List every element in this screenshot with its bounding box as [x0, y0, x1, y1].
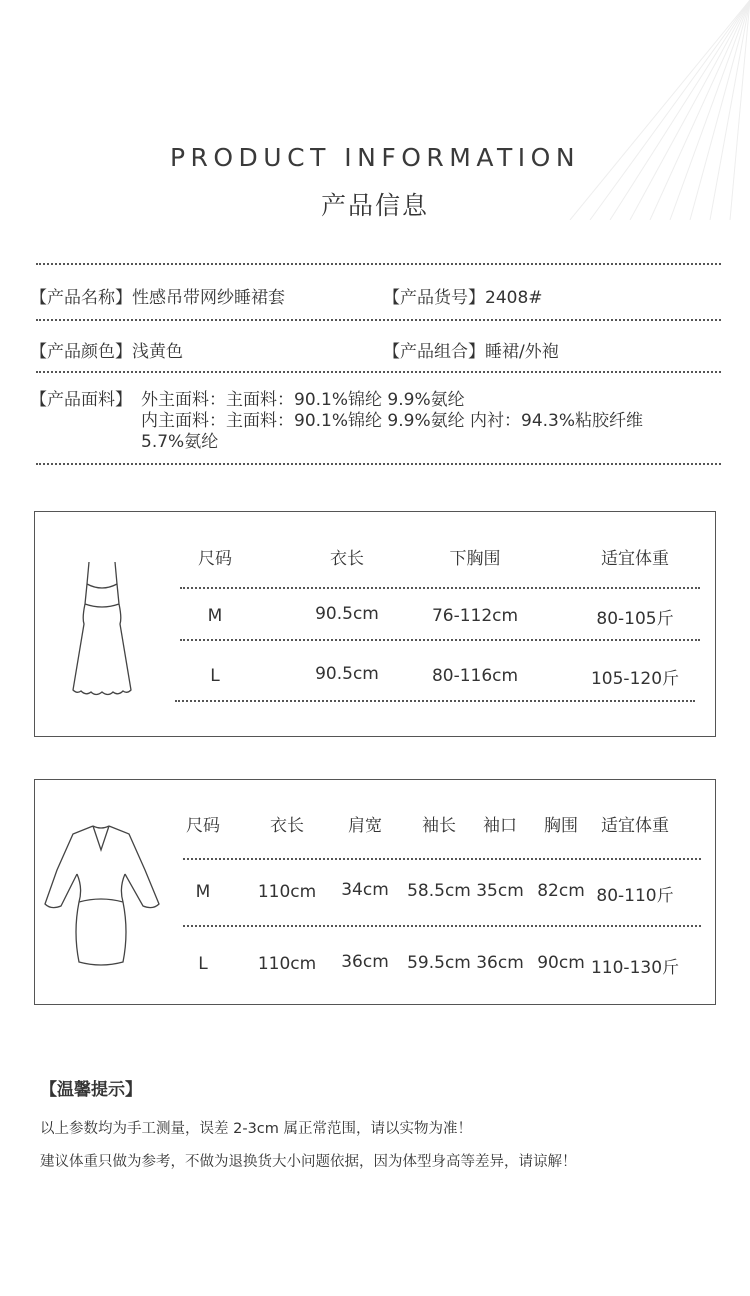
product-combo-label: 【产品组合】: [383, 342, 485, 362]
product-combo: [383, 337, 559, 362]
tips-line: 以上参数均为手工测量，误差 2-3cm 属正常范围，请以实物为准！: [40, 1121, 472, 1137]
header-chest: 胸围: [544, 816, 578, 836]
product-sku: [383, 283, 543, 308]
product-name-value: 性感吊带网纱睡裙套: [132, 288, 285, 308]
size-table-dress: [34, 511, 716, 737]
product-color-value: 浅黄色: [132, 342, 183, 362]
table-cell: 80-110斤: [596, 886, 674, 906]
header-shoulder: 肩宽: [348, 816, 382, 836]
table-cell: 90cm: [537, 953, 585, 973]
product-color: [30, 337, 183, 362]
table-cell: 110cm: [257, 954, 317, 974]
robe-icon: [43, 822, 163, 970]
table-cell: 110-130斤: [590, 958, 680, 978]
table-cell: 36cm: [341, 952, 389, 972]
divider: [36, 319, 721, 321]
table-rule: [180, 639, 700, 641]
table-rule: [183, 925, 701, 927]
product-name-label: 【产品名称】: [30, 288, 132, 308]
table-cell: L: [210, 666, 220, 686]
header-weight: 适宜体重: [601, 549, 669, 569]
table-cell: 105-120斤: [590, 669, 680, 689]
divider: [36, 371, 721, 373]
table-cell: M: [207, 606, 223, 626]
slip-dress-icon: [67, 558, 137, 700]
table-cell: 110cm: [257, 882, 317, 902]
header-size: 尺码: [198, 549, 232, 569]
table-cell: 90.5cm: [315, 604, 379, 624]
header-size: 尺码: [186, 816, 220, 836]
header-cuff: 袖口: [483, 816, 517, 836]
fabric-line: 5.7%氨纶: [141, 432, 219, 452]
divider: [36, 263, 721, 265]
table-cell: 58.5cm: [407, 881, 471, 901]
fabric-line: 内主面料：主面料：90.1%锦纶 9.9%氨纶 内衬：94.3%粘胶纤维: [141, 411, 644, 431]
table-cell: M: [195, 882, 211, 902]
header-length: 衣长: [330, 549, 364, 569]
tips-title: 【温馨提示】: [40, 1080, 142, 1100]
table-cell: 80-116cm: [431, 666, 519, 686]
tips-line: 建议体重只做为参考，不做为退换货大小问题依据，因为体型身高等差异，请谅解！: [40, 1154, 577, 1170]
title-english: PRODUCT INFORMATION: [169, 143, 581, 172]
header-length: 衣长: [270, 816, 304, 836]
table-rule: [180, 587, 700, 589]
table-cell: 36cm: [476, 953, 524, 973]
product-fabric-label: 【产品面料】: [30, 390, 132, 410]
fabric-line: 外主面料：主面料：90.1%锦纶 9.9%氨纶: [141, 390, 465, 410]
divider: [36, 463, 721, 465]
table-cell: 80-105斤: [596, 609, 674, 629]
table-cell: 35cm: [476, 881, 524, 901]
table-rule: [183, 858, 701, 860]
product-sku-value: 2408#: [485, 288, 543, 308]
product-combo-value: 睡裙/外袍: [485, 342, 559, 362]
header-underbust: 下胸围: [449, 549, 501, 569]
product-name: [30, 283, 285, 308]
table-cell: 34cm: [341, 880, 389, 900]
header-weight: 适宜体重: [601, 816, 669, 836]
size-table-robe: [34, 779, 716, 1005]
table-rule: [175, 700, 695, 702]
table-cell: 59.5cm: [407, 953, 471, 973]
table-cell: 76-112cm: [431, 606, 519, 626]
table-cell: 82cm: [537, 881, 585, 901]
product-color-label: 【产品颜色】: [30, 342, 132, 362]
title-chinese: 产品信息: [320, 191, 429, 220]
header-sleeve: 袖长: [422, 816, 456, 836]
table-cell: 90.5cm: [315, 664, 379, 684]
product-sku-label: 【产品货号】: [383, 288, 485, 308]
table-cell: L: [198, 954, 208, 974]
